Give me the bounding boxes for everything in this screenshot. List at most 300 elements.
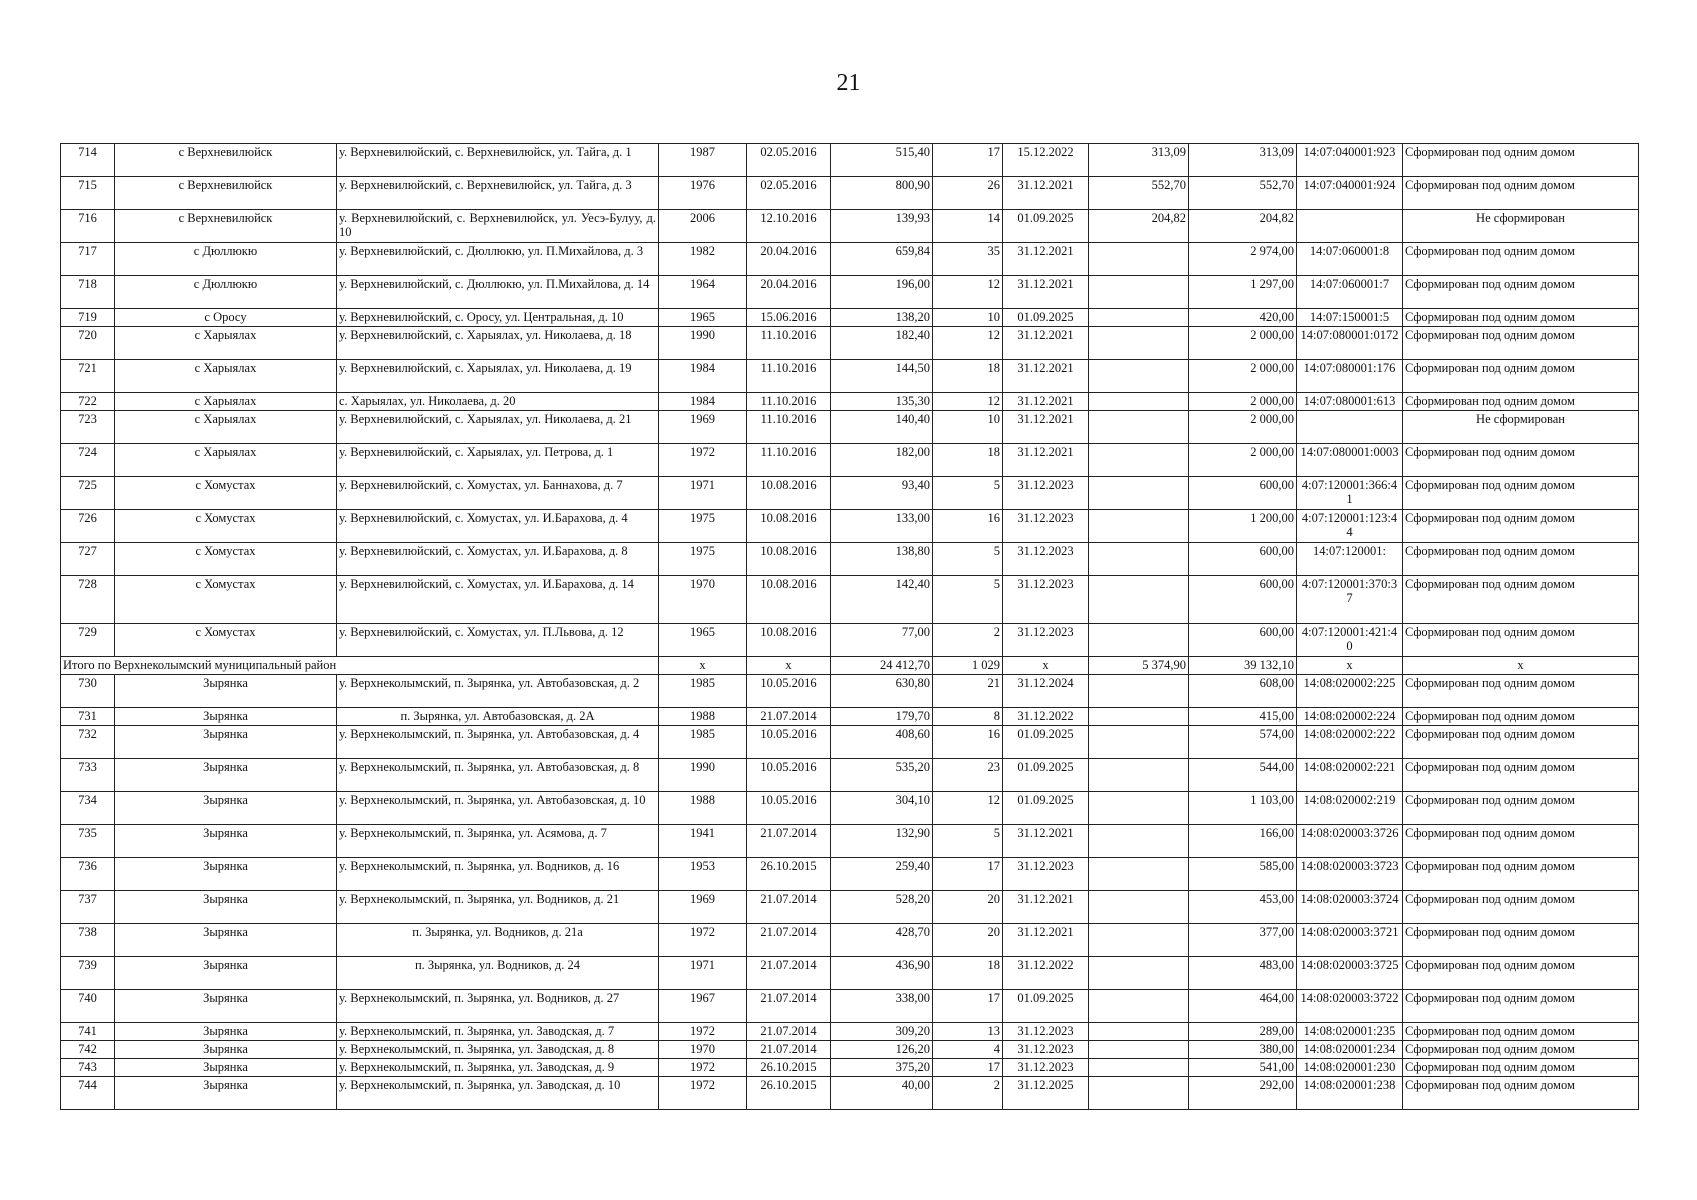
settlement-cell: Зырянка	[115, 1023, 337, 1041]
cadastral-number-cell: 14:08:020001:234	[1297, 1041, 1403, 1059]
value-1-cell	[1089, 990, 1189, 1023]
table-row	[61, 891, 1639, 924]
status-cell: Сформирован под одним домом	[1403, 726, 1639, 759]
address-cell: у. Верхнеколымский, п. Зырянка, ул. Заводская, д. 10	[337, 1077, 659, 1110]
date-cell: 15.06.2016	[747, 309, 831, 327]
value-1-cell	[1089, 708, 1189, 726]
settlement-cell: с Харыялах	[115, 360, 337, 393]
deadline-cell: 31.12.2023	[1003, 543, 1089, 576]
address-cell: п. Зырянка, ул. Автобазовская, д. 2А	[337, 708, 659, 726]
table-row	[61, 759, 1639, 792]
date-cell: 21.07.2014	[747, 990, 831, 1023]
value-1-cell	[1089, 726, 1189, 759]
cadastral-number-cell: 14:07:060001:7	[1297, 276, 1403, 309]
status-cell: Не сформирован	[1403, 210, 1639, 243]
cadastral-number-cell	[1297, 210, 1403, 243]
value-1-cell	[1089, 957, 1189, 990]
value-1-cell	[1089, 858, 1189, 891]
total-cadastral: x	[1297, 657, 1403, 675]
deadline-cell: 31.12.2022	[1003, 708, 1089, 726]
table-row	[61, 792, 1639, 825]
residents-cell: 10	[933, 411, 1003, 444]
value-1-cell	[1089, 624, 1189, 657]
year-built-cell: 1990	[659, 327, 747, 360]
status-cell: Сформирован под одним домом	[1403, 1041, 1639, 1059]
value-2-cell: 600,00	[1189, 543, 1297, 576]
value-2-cell: 289,00	[1189, 1023, 1297, 1041]
cadastral-number-cell: 4:07:120001:370:37	[1297, 576, 1403, 624]
value-1-cell	[1089, 675, 1189, 708]
table-row	[61, 210, 1639, 243]
value-2-cell: 541,00	[1189, 1059, 1297, 1077]
area-cell: 800,90	[831, 177, 933, 210]
deadline-cell: 15.12.2022	[1003, 144, 1089, 177]
year-built-cell: 1987	[659, 144, 747, 177]
area-cell: 428,70	[831, 924, 933, 957]
settlement-cell: Зырянка	[115, 1077, 337, 1110]
settlement-cell: с Дюллюкю	[115, 243, 337, 276]
residents-cell: 12	[933, 276, 1003, 309]
row-number: 741	[61, 1023, 115, 1041]
value-2-cell: 204,82	[1189, 210, 1297, 243]
date-cell: 26.10.2015	[747, 858, 831, 891]
table-row	[61, 624, 1639, 657]
area-cell: 630,80	[831, 675, 933, 708]
date-cell: 26.10.2015	[747, 1077, 831, 1110]
settlement-cell: Зырянка	[115, 957, 337, 990]
deadline-cell: 31.12.2021	[1003, 327, 1089, 360]
status-cell: Сформирован под одним домом	[1403, 327, 1639, 360]
deadline-cell: 31.12.2023	[1003, 477, 1089, 510]
row-number: 728	[61, 576, 115, 624]
date-cell: 10.05.2016	[747, 675, 831, 708]
value-2-cell: 2 000,00	[1189, 327, 1297, 360]
total-row	[61, 657, 1639, 675]
date-cell: 11.10.2016	[747, 360, 831, 393]
table-row	[61, 309, 1639, 327]
settlement-cell: Зырянка	[115, 990, 337, 1023]
address-cell: у. Верхнеколымский, п. Зырянка, ул. Водников, д. 16	[337, 858, 659, 891]
address-cell: с. Харыялах, ул. Николаева, д. 20	[337, 393, 659, 411]
settlement-cell: с Харыялах	[115, 327, 337, 360]
status-cell: Сформирован под одним домом	[1403, 243, 1639, 276]
value-2-cell: 453,00	[1189, 891, 1297, 924]
year-built-cell: 1976	[659, 177, 747, 210]
deadline-cell: 31.12.2024	[1003, 675, 1089, 708]
date-cell: 11.10.2016	[747, 444, 831, 477]
row-number: 714	[61, 144, 115, 177]
table-row	[61, 393, 1639, 411]
row-number: 738	[61, 924, 115, 957]
value-1-cell	[1089, 1041, 1189, 1059]
table-row	[61, 276, 1639, 309]
total-label: Итого по Верхнеколымский муниципальный район	[61, 657, 659, 675]
year-built-cell: 1975	[659, 510, 747, 543]
status-cell: Сформирован под одним домом	[1403, 309, 1639, 327]
value-1-cell	[1089, 543, 1189, 576]
address-cell: у. Верхневилюйский, с. Хомустах, ул. И.Барахова, д. 14	[337, 576, 659, 624]
residents-cell: 10	[933, 309, 1003, 327]
residents-cell: 16	[933, 726, 1003, 759]
year-built-cell: 1941	[659, 825, 747, 858]
cadastral-number-cell: 14:07:120001:	[1297, 543, 1403, 576]
area-cell: 304,10	[831, 792, 933, 825]
area-cell: 338,00	[831, 990, 933, 1023]
total-year: x	[659, 657, 747, 675]
residents-cell: 35	[933, 243, 1003, 276]
settlement-cell: с Харыялах	[115, 411, 337, 444]
date-cell: 21.07.2014	[747, 957, 831, 990]
area-cell: 408,60	[831, 726, 933, 759]
year-built-cell: 1990	[659, 759, 747, 792]
value-2-cell: 585,00	[1189, 858, 1297, 891]
deadline-cell: 01.09.2025	[1003, 990, 1089, 1023]
address-cell: у. Верхневилюйский, с. Верхневилюйск, ул. Тайга, д. 3	[337, 177, 659, 210]
deadline-cell: 31.12.2021	[1003, 276, 1089, 309]
status-cell: Сформирован под одним домом	[1403, 543, 1639, 576]
status-cell: Сформирован под одним домом	[1403, 276, 1639, 309]
row-number: 719	[61, 309, 115, 327]
row-number: 720	[61, 327, 115, 360]
deadline-cell: 01.09.2025	[1003, 792, 1089, 825]
cadastral-number-cell: 14:07:040001:923	[1297, 144, 1403, 177]
row-number: 727	[61, 543, 115, 576]
status-cell: Сформирован под одним домом	[1403, 576, 1639, 624]
settlement-cell: с Оросу	[115, 309, 337, 327]
cadastral-number-cell: 14:07:060001:8	[1297, 243, 1403, 276]
row-number: 731	[61, 708, 115, 726]
status-cell: Сформирован под одним домом	[1403, 1077, 1639, 1110]
status-cell: Сформирован под одним домом	[1403, 858, 1639, 891]
row-number: 739	[61, 957, 115, 990]
settlement-cell: с Харыялах	[115, 444, 337, 477]
settlement-cell: Зырянка	[115, 792, 337, 825]
value-1-cell	[1089, 243, 1189, 276]
cadastral-number-cell: 14:08:020002:222	[1297, 726, 1403, 759]
date-cell: 26.10.2015	[747, 1059, 831, 1077]
area-cell: 259,40	[831, 858, 933, 891]
table-row	[61, 543, 1639, 576]
value-2-cell: 2 000,00	[1189, 444, 1297, 477]
residents-cell: 5	[933, 576, 1003, 624]
area-cell: 535,20	[831, 759, 933, 792]
table-row	[61, 1077, 1639, 1110]
status-cell: Не сформирован	[1403, 411, 1639, 444]
deadline-cell: 31.12.2023	[1003, 624, 1089, 657]
table-body	[61, 144, 1639, 1110]
area-cell: 93,40	[831, 477, 933, 510]
value-2-cell: 608,00	[1189, 675, 1297, 708]
table-row	[61, 327, 1639, 360]
residents-cell: 26	[933, 177, 1003, 210]
area-cell: 132,90	[831, 825, 933, 858]
deadline-cell: 31.12.2021	[1003, 444, 1089, 477]
date-cell: 02.05.2016	[747, 177, 831, 210]
settlement-cell: с Дюллюкю	[115, 276, 337, 309]
area-cell: 515,40	[831, 144, 933, 177]
value-1-cell	[1089, 393, 1189, 411]
address-cell: у. Верхневилюйский, с. Харыялах, ул. Петрова, д. 1	[337, 444, 659, 477]
deadline-cell: 31.12.2023	[1003, 858, 1089, 891]
residents-cell: 4	[933, 1041, 1003, 1059]
table-row	[61, 360, 1639, 393]
year-built-cell: 1964	[659, 276, 747, 309]
status-cell: Сформирован под одним домом	[1403, 444, 1639, 477]
value-2-cell: 2 974,00	[1189, 243, 1297, 276]
area-cell: 40,00	[831, 1077, 933, 1110]
value-2-cell: 2 000,00	[1189, 393, 1297, 411]
status-cell: Сформирован под одним домом	[1403, 177, 1639, 210]
deadline-cell: 31.12.2023	[1003, 1041, 1089, 1059]
status-cell: Сформирован под одним домом	[1403, 1059, 1639, 1077]
cadastral-number-cell: 14:08:020003:3723	[1297, 858, 1403, 891]
row-number: 716	[61, 210, 115, 243]
year-built-cell: 1982	[659, 243, 747, 276]
deadline-cell: 31.12.2021	[1003, 177, 1089, 210]
deadline-cell: 31.12.2021	[1003, 924, 1089, 957]
value-1-cell	[1089, 477, 1189, 510]
value-2-cell: 380,00	[1189, 1041, 1297, 1059]
cadastral-number-cell: 14:08:020003:3722	[1297, 990, 1403, 1023]
row-number: 737	[61, 891, 115, 924]
row-number: 744	[61, 1077, 115, 1110]
year-built-cell: 1969	[659, 891, 747, 924]
address-cell: у. Верхнеколымский, п. Зырянка, ул. Водников, д. 27	[337, 990, 659, 1023]
row-number: 734	[61, 792, 115, 825]
address-cell: у. Верхнеколымский, п. Зырянка, ул. Автобазовская, д. 8	[337, 759, 659, 792]
status-cell: Сформирован под одним домом	[1403, 792, 1639, 825]
residents-cell: 23	[933, 759, 1003, 792]
deadline-cell: 01.09.2025	[1003, 726, 1089, 759]
cadastral-number-cell: 4:07:120001:421:40	[1297, 624, 1403, 657]
total-value-1: 5 374,90	[1089, 657, 1189, 675]
value-2-cell: 2 000,00	[1189, 411, 1297, 444]
row-number: 729	[61, 624, 115, 657]
cadastral-number-cell: 14:08:020001:230	[1297, 1059, 1403, 1077]
value-1-cell	[1089, 924, 1189, 957]
settlement-cell: Зырянка	[115, 1059, 337, 1077]
table-row	[61, 708, 1639, 726]
date-cell: 11.10.2016	[747, 411, 831, 444]
row-number: 735	[61, 825, 115, 858]
cadastral-number-cell: 14:08:020001:235	[1297, 1023, 1403, 1041]
area-cell: 179,70	[831, 708, 933, 726]
date-cell: 21.07.2014	[747, 708, 831, 726]
address-cell: у. Верхнеколымский, п. Зырянка, ул. Заводская, д. 9	[337, 1059, 659, 1077]
table-row	[61, 1041, 1639, 1059]
residents-cell: 2	[933, 624, 1003, 657]
status-cell: Сформирован под одним домом	[1403, 144, 1639, 177]
status-cell: Сформирован под одним домом	[1403, 1023, 1639, 1041]
date-cell: 20.04.2016	[747, 276, 831, 309]
row-number: 743	[61, 1059, 115, 1077]
cadastral-number-cell: 14:07:080001:0003	[1297, 444, 1403, 477]
date-cell: 21.07.2014	[747, 1023, 831, 1041]
status-cell: Сформирован под одним домом	[1403, 624, 1639, 657]
settlement-cell: Зырянка	[115, 726, 337, 759]
date-cell: 10.08.2016	[747, 576, 831, 624]
table-row	[61, 243, 1639, 276]
page-number: 21	[836, 70, 861, 96]
row-number: 721	[61, 360, 115, 393]
value-2-cell: 292,00	[1189, 1077, 1297, 1110]
address-cell: у. Верхневилюйский, с. Харыялах, ул. Николаева, д. 18	[337, 327, 659, 360]
status-cell: Сформирован под одним домом	[1403, 477, 1639, 510]
cadastral-number-cell: 4:07:120001:366:41	[1297, 477, 1403, 510]
status-cell: Сформирован под одним домом	[1403, 825, 1639, 858]
cadastral-number-cell: 14:08:020002:221	[1297, 759, 1403, 792]
row-number: 736	[61, 858, 115, 891]
address-cell: у. Верхневилюйский, с. Верхневилюйск, ул. Уесэ-Булуу, д. 10	[337, 210, 659, 243]
status-cell: Сформирован под одним домом	[1403, 990, 1639, 1023]
area-cell: 133,00	[831, 510, 933, 543]
address-cell: у. Верхневилюйский, с. Харыялах, ул. Николаева, д. 21	[337, 411, 659, 444]
year-built-cell: 1985	[659, 726, 747, 759]
address-cell: у. Верхнеколымский, п. Зырянка, ул. Асямова, д. 7	[337, 825, 659, 858]
residents-cell: 20	[933, 924, 1003, 957]
table-row	[61, 675, 1639, 708]
deadline-cell: 31.12.2023	[1003, 1059, 1089, 1077]
date-cell: 10.08.2016	[747, 543, 831, 576]
cadastral-number-cell: 14:08:020003:3724	[1297, 891, 1403, 924]
residents-cell: 5	[933, 825, 1003, 858]
year-built-cell: 1975	[659, 543, 747, 576]
year-built-cell: 1984	[659, 360, 747, 393]
settlement-cell: с Верхневилюйск	[115, 210, 337, 243]
deadline-cell: 31.12.2021	[1003, 360, 1089, 393]
cadastral-number-cell: 14:07:080001:0172	[1297, 327, 1403, 360]
table-row	[61, 444, 1639, 477]
year-built-cell: 1967	[659, 990, 747, 1023]
year-built-cell: 2006	[659, 210, 747, 243]
value-2-cell: 600,00	[1189, 477, 1297, 510]
address-cell: у. Верхнеколымский, п. Зырянка, ул. Автобазовская, д. 2	[337, 675, 659, 708]
value-2-cell: 313,09	[1189, 144, 1297, 177]
settlement-cell: с Хомустах	[115, 477, 337, 510]
address-cell: у. Верхнеколымский, п. Зырянка, ул. Автобазовская, д. 4	[337, 726, 659, 759]
value-1-cell	[1089, 510, 1189, 543]
status-cell: Сформирован под одним домом	[1403, 924, 1639, 957]
table-row	[61, 1023, 1639, 1041]
table-row	[61, 477, 1639, 510]
value-1-cell	[1089, 1059, 1189, 1077]
area-cell: 528,20	[831, 891, 933, 924]
year-built-cell: 1965	[659, 309, 747, 327]
deadline-cell: 01.09.2025	[1003, 309, 1089, 327]
address-cell: у. Верхневилюйский, с. Хомустах, ул. И.Барахова, д. 4	[337, 510, 659, 543]
residents-cell: 17	[933, 1059, 1003, 1077]
residents-cell: 14	[933, 210, 1003, 243]
deadline-cell: 31.12.2021	[1003, 891, 1089, 924]
deadline-cell: 31.12.2021	[1003, 243, 1089, 276]
value-1-cell	[1089, 576, 1189, 624]
value-2-cell: 2 000,00	[1189, 360, 1297, 393]
residents-cell: 18	[933, 360, 1003, 393]
value-1-cell	[1089, 411, 1189, 444]
date-cell: 10.05.2016	[747, 726, 831, 759]
area-cell: 659,84	[831, 243, 933, 276]
cadastral-number-cell: 14:07:080001:613	[1297, 393, 1403, 411]
total-area: 24 412,70	[831, 657, 933, 675]
status-cell: Сформирован под одним домом	[1403, 957, 1639, 990]
table-row	[61, 510, 1639, 543]
area-cell: 126,20	[831, 1041, 933, 1059]
residents-cell: 20	[933, 891, 1003, 924]
date-cell: 10.05.2016	[747, 759, 831, 792]
settlement-cell: Зырянка	[115, 1041, 337, 1059]
settlement-cell: Зырянка	[115, 924, 337, 957]
area-cell: 182,00	[831, 444, 933, 477]
address-cell: у. Верхнеколымский, п. Зырянка, ул. Заводская, д. 8	[337, 1041, 659, 1059]
row-number: 717	[61, 243, 115, 276]
value-2-cell: 1 200,00	[1189, 510, 1297, 543]
year-built-cell: 1972	[659, 444, 747, 477]
status-cell: Сформирован под одним домом	[1403, 708, 1639, 726]
table-row	[61, 411, 1639, 444]
residents-cell: 18	[933, 957, 1003, 990]
residents-cell: 13	[933, 1023, 1003, 1041]
date-cell: 10.08.2016	[747, 510, 831, 543]
address-cell: у. Верхневилюйский, с. Хомустах, ул. П.Львова, д. 12	[337, 624, 659, 657]
area-cell: 436,90	[831, 957, 933, 990]
deadline-cell: 31.12.2023	[1003, 510, 1089, 543]
value-2-cell: 166,00	[1189, 825, 1297, 858]
date-cell: 20.04.2016	[747, 243, 831, 276]
status-cell: Сформирован под одним домом	[1403, 510, 1639, 543]
date-cell: 21.07.2014	[747, 825, 831, 858]
address-cell: у. Верхневилюйский, с. Верхневилюйск, ул. Тайга, д. 1	[337, 144, 659, 177]
value-2-cell: 552,70	[1189, 177, 1297, 210]
address-cell: п. Зырянка, ул. Водников, д. 24	[337, 957, 659, 990]
year-built-cell: 1972	[659, 924, 747, 957]
row-number: 725	[61, 477, 115, 510]
value-1-cell	[1089, 1023, 1189, 1041]
row-number: 723	[61, 411, 115, 444]
cadastral-number-cell: 14:08:020002:224	[1297, 708, 1403, 726]
residents-cell: 8	[933, 708, 1003, 726]
value-2-cell: 464,00	[1189, 990, 1297, 1023]
settlement-cell: Зырянка	[115, 825, 337, 858]
year-built-cell: 1988	[659, 792, 747, 825]
value-1-cell: 313,09	[1089, 144, 1189, 177]
value-1-cell	[1089, 891, 1189, 924]
settlement-cell: с Верхневилюйск	[115, 177, 337, 210]
total-date: x	[747, 657, 831, 675]
table-row	[61, 858, 1639, 891]
deadline-cell: 31.12.2021	[1003, 393, 1089, 411]
value-1-cell	[1089, 327, 1189, 360]
year-built-cell: 1965	[659, 624, 747, 657]
settlement-cell: Зырянка	[115, 891, 337, 924]
settlement-cell: с Хомустах	[115, 543, 337, 576]
residents-cell: 5	[933, 477, 1003, 510]
value-2-cell: 574,00	[1189, 726, 1297, 759]
settlement-cell: Зырянка	[115, 708, 337, 726]
table-row	[61, 576, 1639, 624]
value-1-cell	[1089, 360, 1189, 393]
row-number: 724	[61, 444, 115, 477]
residents-cell: 17	[933, 990, 1003, 1023]
settlement-cell: с Хомустах	[115, 576, 337, 624]
year-built-cell: 1970	[659, 1041, 747, 1059]
value-2-cell: 420,00	[1189, 309, 1297, 327]
address-cell: у. Верхнеколымский, п. Зырянка, ул. Заводская, д. 7	[337, 1023, 659, 1041]
residents-cell: 17	[933, 858, 1003, 891]
value-2-cell: 415,00	[1189, 708, 1297, 726]
area-cell: 142,40	[831, 576, 933, 624]
area-cell: 135,30	[831, 393, 933, 411]
address-cell: у. Верхневилюйский, с. Хомустах, ул. Баннахова, д. 7	[337, 477, 659, 510]
